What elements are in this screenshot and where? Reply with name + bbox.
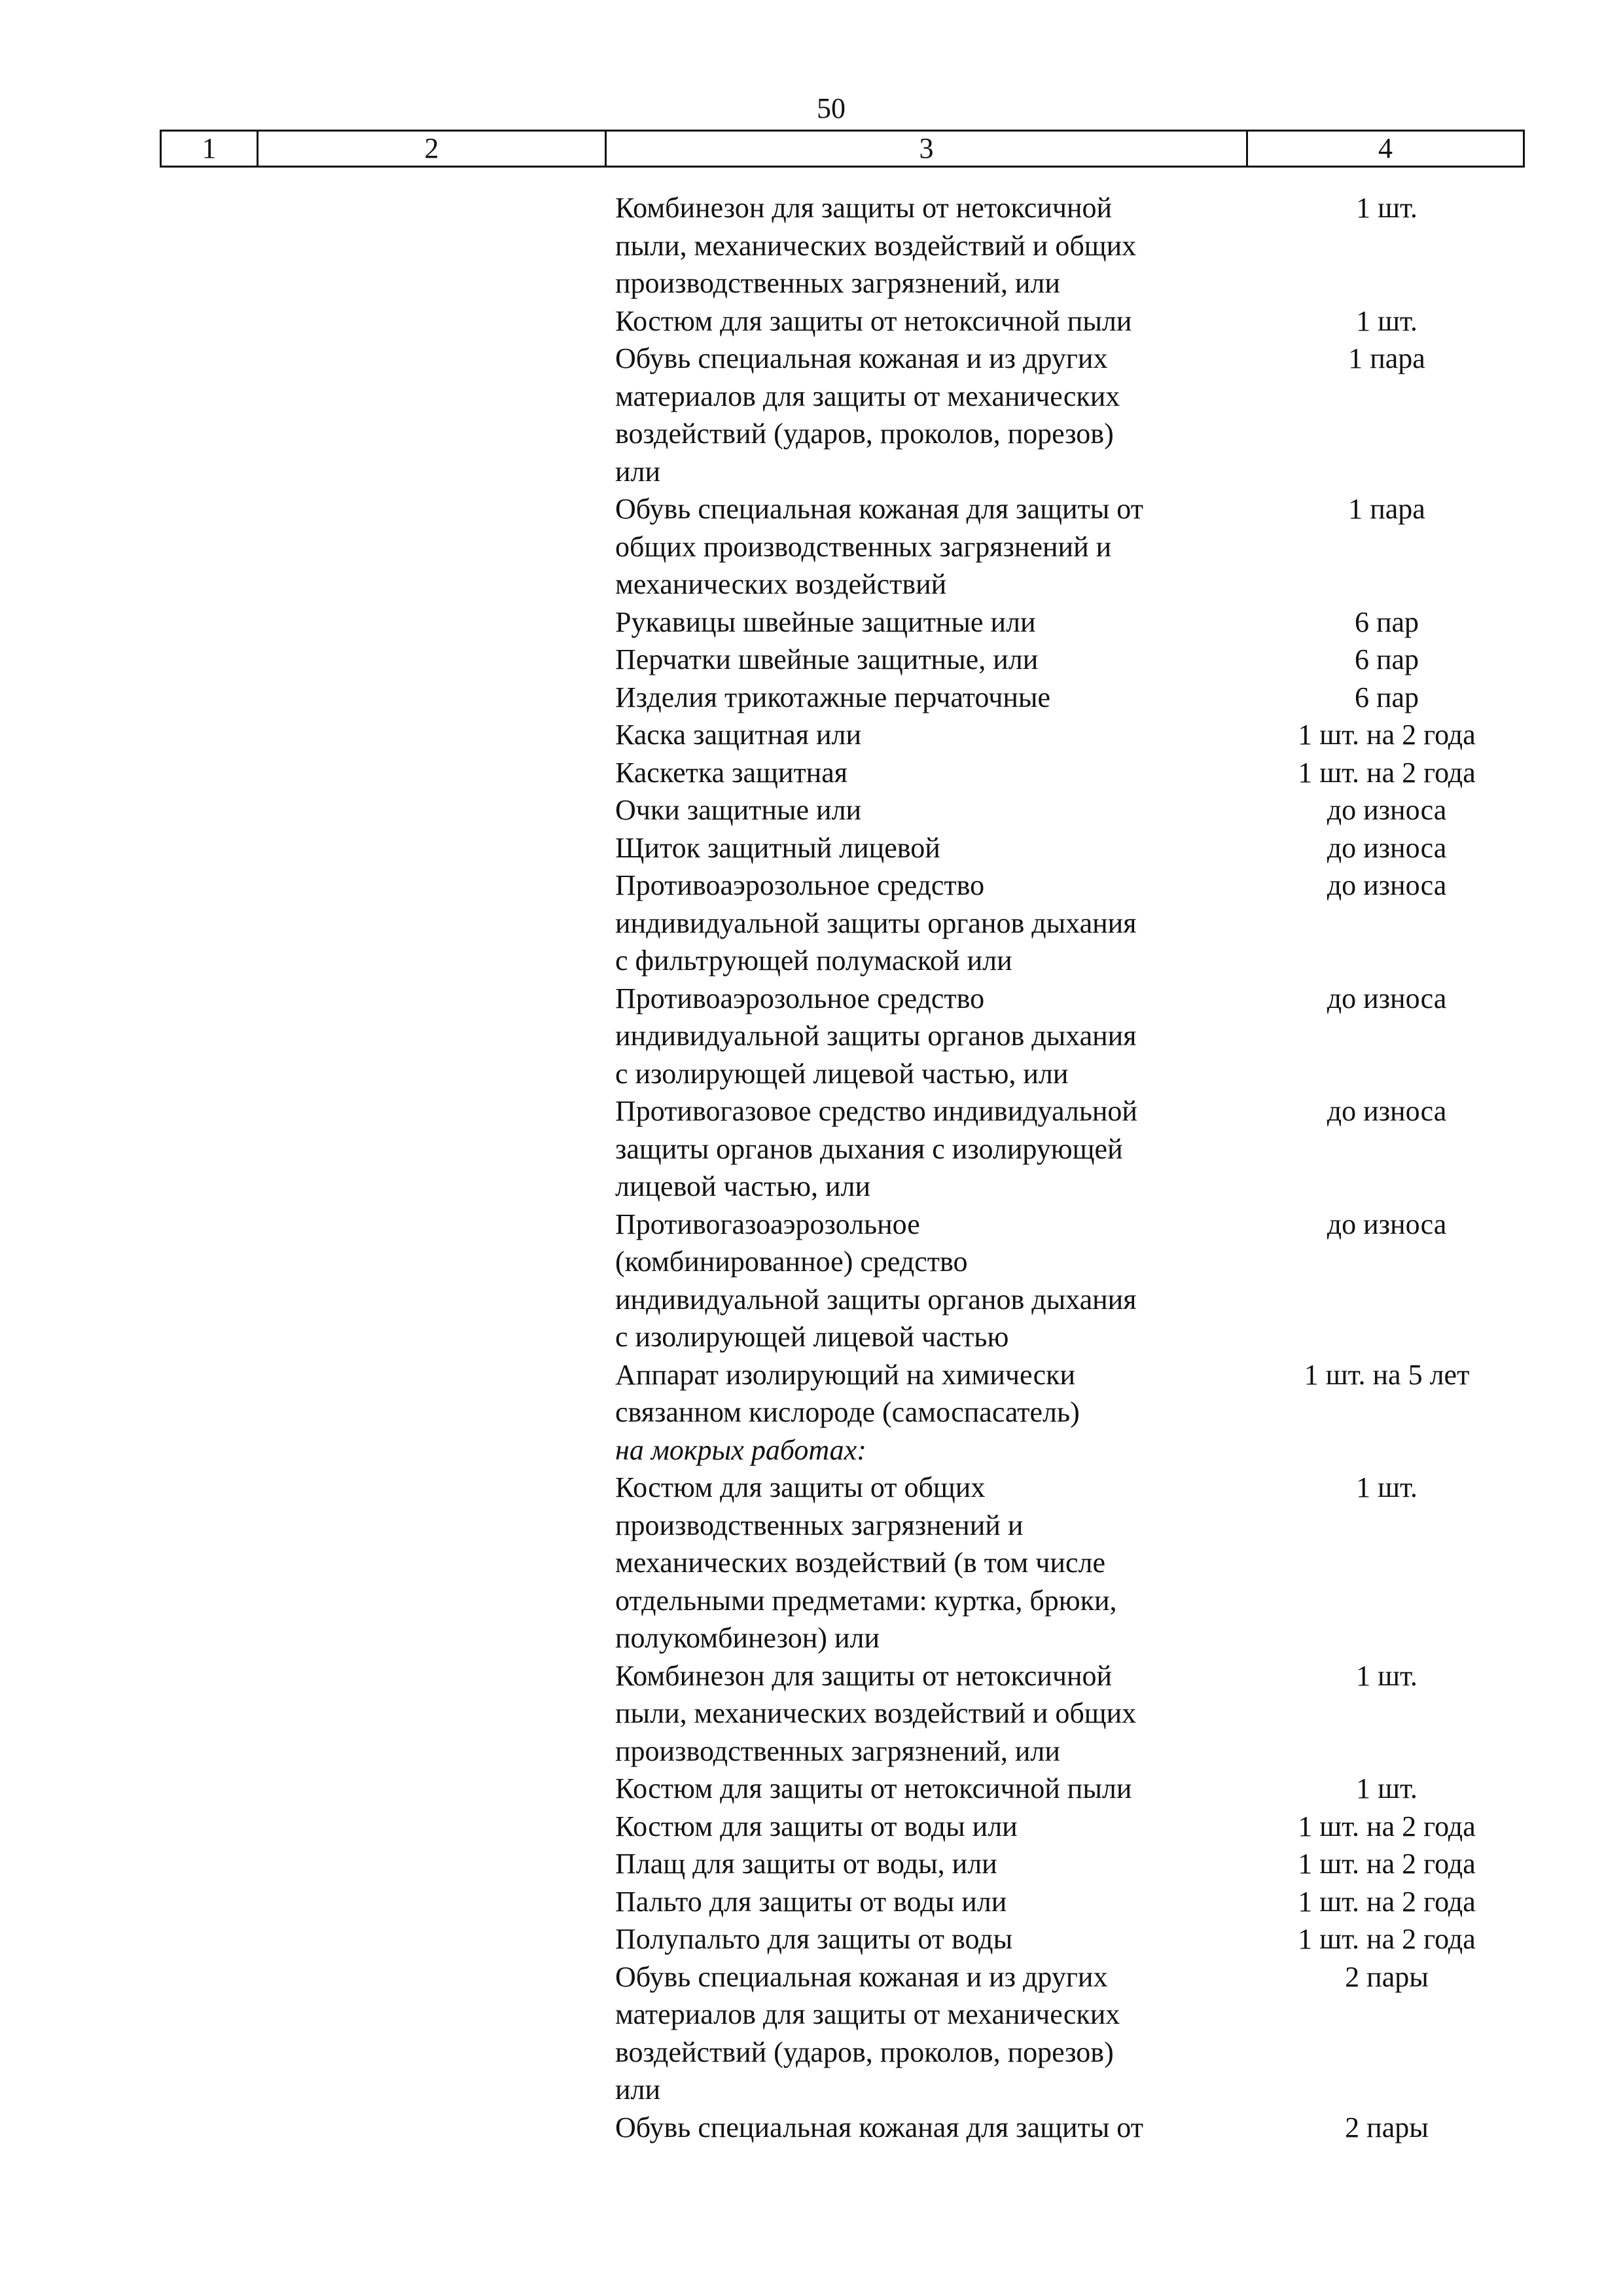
column-header-1: 1 <box>162 132 259 166</box>
issue-norm: 1 шт. <box>1356 192 1418 224</box>
item-name: Комбинезон для защиты от нетоксичной пыли, механических воздействий и общих производственных загрязнений, или <box>615 1659 1137 1767</box>
issue-norm: 6 пар <box>1354 681 1419 713</box>
item-name: Плащ для защиты от воды, или <box>615 1848 997 1880</box>
column-header-4: 4 <box>1378 132 1393 164</box>
issue-norm: 1 шт. <box>1356 1471 1418 1503</box>
table-row <box>615 1845 1525 1883</box>
table-row <box>615 490 1525 603</box>
issue-norm: 1 шт. на 2 года <box>1298 1923 1476 1955</box>
table-row <box>615 189 1525 302</box>
item-name: Костюм для защиты от нетоксичной пыли <box>615 1772 1132 1804</box>
item-name: Обувь специальная кожаная для защиты от общих производственных загрязнений и механических воздействий <box>615 493 1143 600</box>
issue-norm: 1 шт. на 2 года <box>1298 719 1476 751</box>
item-name: Каска защитная или <box>615 719 861 751</box>
issue-norm: до износа <box>1327 794 1447 826</box>
issue-norm: 2 пары <box>1345 1960 1429 1993</box>
issue-norm: 1 шт. на 2 года <box>1298 756 1476 789</box>
issue-norm: 1 шт. на 2 года <box>1298 1810 1476 1842</box>
item-name: Обувь специальная кожаная для защиты от <box>615 2111 1143 2144</box>
item-name: Полупальто для защиты от воды <box>615 1923 1013 1955</box>
column-header-3: 3 <box>607 132 1248 166</box>
issue-norm: 1 шт. <box>1356 304 1418 337</box>
item-name: Противогазовое средство индивидуальной защиты органов дыхания с изолирующей лицевой частью, или <box>615 1095 1137 1202</box>
table-row <box>615 679 1525 717</box>
table-row <box>615 980 1525 1093</box>
table-row <box>615 302 1525 340</box>
table-row <box>615 1092 1525 1206</box>
table-row <box>615 1883 1525 1921</box>
issue-norm: 1 шт. <box>1356 1772 1418 1804</box>
item-name: Костюм для защиты от общих производственных загрязнений и механических воздействий (в том числе отдельными предметами: куртка, брюки, полукомбинезон) или <box>615 1471 1117 1654</box>
table-row <box>615 867 1525 980</box>
table-row <box>615 1920 1525 1958</box>
item-name: Противоаэрозольное средство индивидуальной защиты органов дыхания с изолирующей лицевой частью, или <box>615 982 1137 1090</box>
table-row <box>615 754 1525 792</box>
table-row <box>615 1770 1525 1808</box>
table-row <box>615 791 1525 829</box>
item-name: Изделия трикотажные перчаточные <box>615 681 1051 713</box>
table-row <box>615 641 1525 679</box>
issue-norm: 1 шт. <box>1356 1659 1418 1692</box>
section-subheading: на мокрых работах: <box>615 1433 866 1466</box>
item-name: Перчатки швейные защитные, или <box>615 643 1039 675</box>
item-name: Щиток защитный лицевой <box>615 831 940 864</box>
item-name: Обувь специальная кожаная и из других материалов для защиты от механических воздействий (ударов, проколов, порезов) или <box>615 1960 1120 2106</box>
item-name: Костюм для защиты от воды или <box>615 1810 1018 1842</box>
item-name: Противоаэрозольное средство индивидуальной защиты органов дыхания с фильтрующей полумаской или <box>615 869 1137 977</box>
issue-norm: 1 шт. на 2 года <box>1298 1848 1476 1880</box>
issue-norm: до износа <box>1327 869 1447 901</box>
table-row <box>615 1808 1525 1846</box>
issue-norm: 1 шт. на 5 лет <box>1304 1358 1470 1391</box>
table-row <box>615 1958 1525 2109</box>
issue-norm: 2 пары <box>1345 2111 1429 2144</box>
table-row <box>615 1206 1525 1356</box>
table-body <box>615 189 1525 2146</box>
table-row <box>615 1657 1525 1770</box>
issue-norm: до износа <box>1327 831 1447 864</box>
table-row <box>615 716 1525 754</box>
item-name: Пальто для защиты от воды или <box>615 1885 1007 1918</box>
item-name: Обувь специальная кожаная и из других материалов для защиты от механических воздействий (ударов, проколов, порезов) или <box>615 342 1120 488</box>
item-name: Очки защитные или <box>615 794 862 826</box>
page-number: 50 <box>817 92 846 124</box>
issue-norm: 6 пар <box>1354 605 1419 638</box>
column-header-row <box>160 130 1525 168</box>
item-name: Комбинезон для защиты от нетоксичной пыли, механических воздействий и общих производственных загрязнений, или <box>615 192 1137 299</box>
issue-norm: до износа <box>1327 1095 1447 1127</box>
item-name: Каскетка защитная <box>615 756 847 789</box>
issue-norm: 1 шт. на 2 года <box>1298 1885 1476 1918</box>
item-name: Аппарат изолирующий на химически связанном кислороде (самоспасатель) <box>615 1358 1080 1428</box>
table-row <box>615 1469 1525 1657</box>
issue-norm: до износа <box>1327 982 1447 1014</box>
issue-norm: 1 пара <box>1348 493 1425 525</box>
item-name: Костюм для защиты от нетоксичной пыли <box>615 304 1132 337</box>
table-row <box>615 603 1525 641</box>
column-header-2: 2 <box>259 132 607 166</box>
table-row <box>615 340 1525 490</box>
table-row <box>615 1431 1525 1469</box>
table-row <box>615 2109 1525 2147</box>
issue-norm: 1 пара <box>1348 342 1425 374</box>
issue-norm: 6 пар <box>1354 643 1419 675</box>
item-name: Рукавицы швейные защитные или <box>615 605 1036 638</box>
issue-norm: до износа <box>1327 1208 1447 1240</box>
table-row <box>615 1356 1525 1431</box>
table-row <box>615 829 1525 867</box>
item-name: Противогазоаэрозольное (комбинированное) средство индивидуальной защиты органов дыхания с изолирующей лицевой частью <box>615 1208 1137 1353</box>
